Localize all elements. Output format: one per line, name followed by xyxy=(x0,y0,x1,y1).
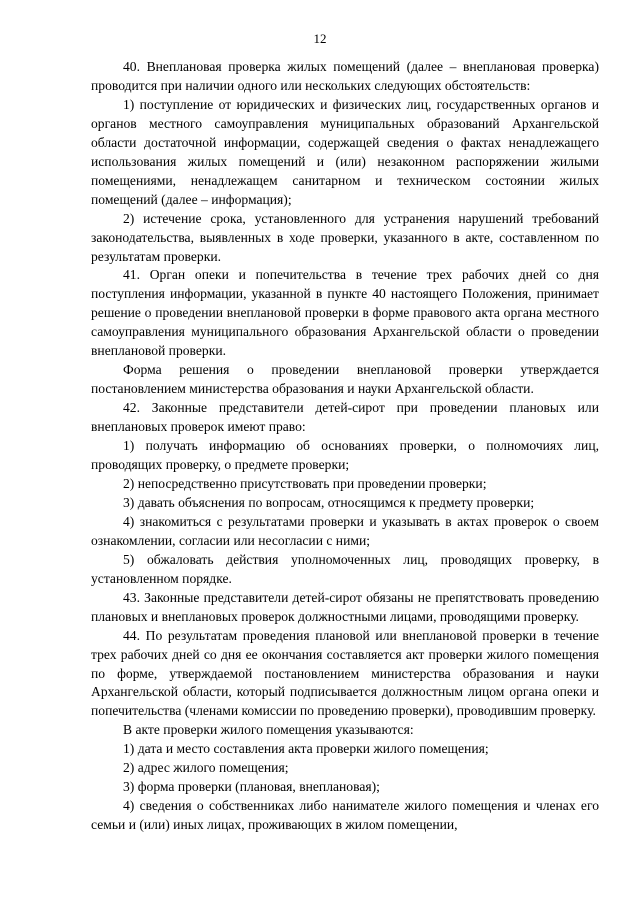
paragraph-42-item-2: 2) непосредственно присутствовать при проведении проверки; xyxy=(123,475,487,491)
paragraph-42-item-3: 3) давать объяснения по вопросам, относящимся к предмету проверки; xyxy=(123,494,535,510)
paragraph-42-item-1: 1) получать информацию об основаниях проверки, о полномочиях лиц, проводящих проверку, о предмете проверки; xyxy=(91,438,599,473)
paragraph-42-item-4: 4) знакомиться с результатами проверки и указывать в актах проверок о своем ознакомлении, согласии или несогласии с ними; xyxy=(91,513,599,548)
paragraph-44-item-3: 3) форма проверки (плановая, внеплановая); xyxy=(123,779,380,795)
paragraph-44-item-4: 4) сведения о собственниках либо нанимателе жилого помещения и членах его семьи и (или) иных лицах, проживающих в жилом помещении, xyxy=(91,798,599,833)
paragraph-41-form: Форма решения о проведении внеплановой проверки утверждается постановлением министерства образования и науки Архангельской области. xyxy=(91,362,599,397)
page-number: 12 xyxy=(313,31,327,46)
paragraph-44-intro: В акте проверки жилого помещения указываются: xyxy=(123,722,414,738)
paragraph-40-item-1: 1) поступление от юридических и физических лиц, государственных органов и органов местного самоуправления муниципальных образований Архангельской области достаточной информации, содержащей сведения о фактах ненадлежащего использования жилых помещений и (или) незаконном распоряжении жилыми помещениями, ненадлежащем санитарном и техническом состоянии жилых помещений (далее – информация); xyxy=(91,96,599,207)
paragraph-44-item-2: 2) адрес жилого помещения; xyxy=(123,760,289,776)
paragraph-42: 42. Законные представители детей-сирот при проведении плановых или внеплановых проверок имеют право: xyxy=(91,400,599,435)
paragraph-40: 40. Внеплановая проверка жилых помещений (далее – внеплановая проверка) проводится при наличии одного или нескольких следующих обстоятельств: xyxy=(91,59,599,93)
paragraph-44: 44. По результатам проведения плановой или внеплановой проверки в течение трех рабочих дней со дня ее окончания составляется акт проверки жилого помещения по форме, утверждаемой постановлением министерства образования и науки Архангельской области, который подписывается должностным лицом органа опеки и попечительства (членами комиссии по проведению проверки), проводившим проверку. xyxy=(91,627,599,719)
paragraph-41: 41. Орган опеки и попечительства в течение трех рабочих дней со дня поступления информации, указанной в пункте 40 настоящего Положения, принимает решение о проведении внеплановой проверки в форме правового акта органа местного самоуправления муниципального образования Архангельской области о проведении внеплановой проверки. xyxy=(91,267,599,359)
paragraph-42-item-5: 5) обжаловать действия уполномоченных лиц, проводящих проверку, в установленном порядке. xyxy=(91,551,599,586)
paragraph-40-item-2: 2) истечение срока, установленного для устранения нарушений требований законодательства, выявленных в ходе проверки, указанного в акте, составленном по результатам проверки. xyxy=(91,210,599,264)
paragraph-43: 43. Законные представители детей-сирот обязаны не препятствовать проведению плановых и внеплановых проверок должностными лицами, проводящими проверку. xyxy=(91,589,599,624)
document-body xyxy=(91,58,599,835)
paragraph-44-item-1: 1) дата и место составления акта проверки жилого помещения; xyxy=(123,741,489,757)
